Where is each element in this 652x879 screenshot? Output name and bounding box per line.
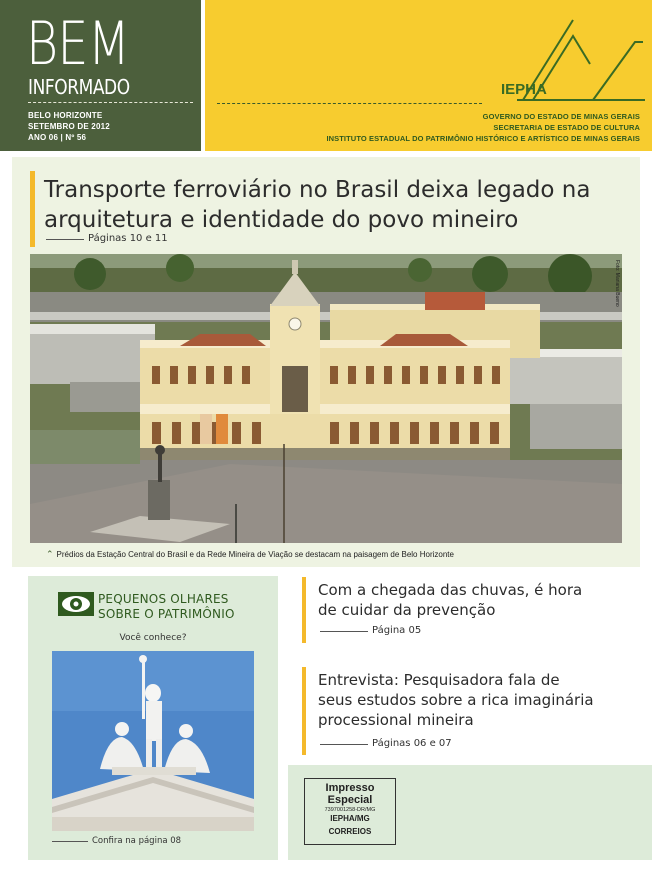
masthead-title-block <box>0 0 201 151</box>
teaser-1-line2: de cuidar da prevenção <box>318 601 496 619</box>
postal-stamp <box>304 778 396 845</box>
postal-box <box>288 765 652 860</box>
po-title-line1: PEQUENOS OLHARES <box>98 592 229 606</box>
stamp-line1: Impresso <box>325 782 375 794</box>
teaser-2-ref-text: Páginas 06 e 07 <box>372 738 452 749</box>
gov-line-state: GOVERNO DO ESTADO DE MINAS GERAIS <box>482 112 640 121</box>
cover-headline[interactable]: Transporte ferroviário no Brasil deixa legado na arquitetura e identidade do povo mineiro <box>44 177 591 233</box>
po-page-ref <box>52 836 181 846</box>
masthead-date: SETEMBRO DE 2012 <box>28 122 110 131</box>
stamp-line4: IEPHA/MG <box>330 814 370 823</box>
teaser-2-page-ref <box>320 738 452 749</box>
institution-divider <box>217 103 482 104</box>
photo-caption <box>46 549 636 560</box>
government-lines <box>326 111 640 144</box>
teaser-1-title[interactable] <box>318 580 582 620</box>
stamp-line2: Especial <box>327 794 373 806</box>
cover-pages-text: Páginas 10 e 11 <box>88 233 168 244</box>
po-ref-text: Confira na página 08 <box>92 836 182 846</box>
teaser-2-accent-bar <box>302 667 306 755</box>
teaser-2-rule <box>320 744 368 745</box>
masthead-meta <box>28 110 110 143</box>
statue-photo <box>52 651 254 831</box>
gov-line-secretary: SECRETARIA DE ESTADO DE CULTURA <box>493 123 640 132</box>
masthead-issue: ANO 06 | Nº 56 <box>28 133 87 142</box>
masthead-institution-block <box>205 0 652 151</box>
masthead-divider <box>28 102 193 103</box>
po-question: Você conhece? <box>119 633 187 643</box>
masthead-title: BEM <box>26 9 130 79</box>
page-ref-rule <box>46 239 84 240</box>
eye-icon <box>58 592 94 616</box>
teaser-2-line3: processional mineira <box>318 711 474 729</box>
teaser-1-rule <box>320 631 368 632</box>
photo-credit: Foto: Mariana Bueno <box>614 260 620 307</box>
cover-story-card <box>12 157 640 567</box>
stamp-line5: CORREIOS <box>328 827 372 836</box>
pequenos-olhares-card[interactable] <box>28 576 278 860</box>
cover-page-ref <box>46 233 168 244</box>
po-title-line2: SOBRE O PATRIMÔNIO <box>98 607 235 621</box>
teaser-1-accent-bar <box>302 577 306 643</box>
statue-illustration <box>52 651 254 831</box>
teaser-1-line1: Com a chegada das chuvas, é hora <box>318 581 583 599</box>
teaser-2-line2: seus estudos sobre a rica imaginária <box>318 691 594 709</box>
headline-accent-bar <box>30 171 35 247</box>
po-ref-rule <box>52 841 88 842</box>
teaser-2-line1: Entrevista: Pesquisadora fala de <box>318 671 560 689</box>
teaser-1-ref-text: Página 05 <box>372 625 422 636</box>
iepha-logo <box>495 12 645 102</box>
teaser-1-page-ref <box>320 625 421 636</box>
masthead-city: BELO HORIZONTE <box>28 111 103 120</box>
stamp-line3: 7397001258-DR/MG <box>324 807 376 813</box>
caption-arrow-icon: ⌃ <box>46 549 54 559</box>
teaser-2-title[interactable] <box>318 670 594 730</box>
station-illustration <box>30 254 622 543</box>
pequenos-olhares-title <box>98 592 235 622</box>
station-photo <box>30 254 622 543</box>
masthead-subtitle: INFORMADO <box>28 75 130 99</box>
iepha-logo-text: IEPHA <box>501 81 547 98</box>
gov-line-institute: INSTITUTO ESTADUAL DO PATRIMÔNIO HISTÓRICO E ARTÍSTICO DE MINAS GERAIS <box>326 134 640 143</box>
caption-text: Prédios da Estação Central do Brasil e da Rede Mineira de Viação se destacam na paisagem de Belo Horizonte <box>56 550 454 559</box>
